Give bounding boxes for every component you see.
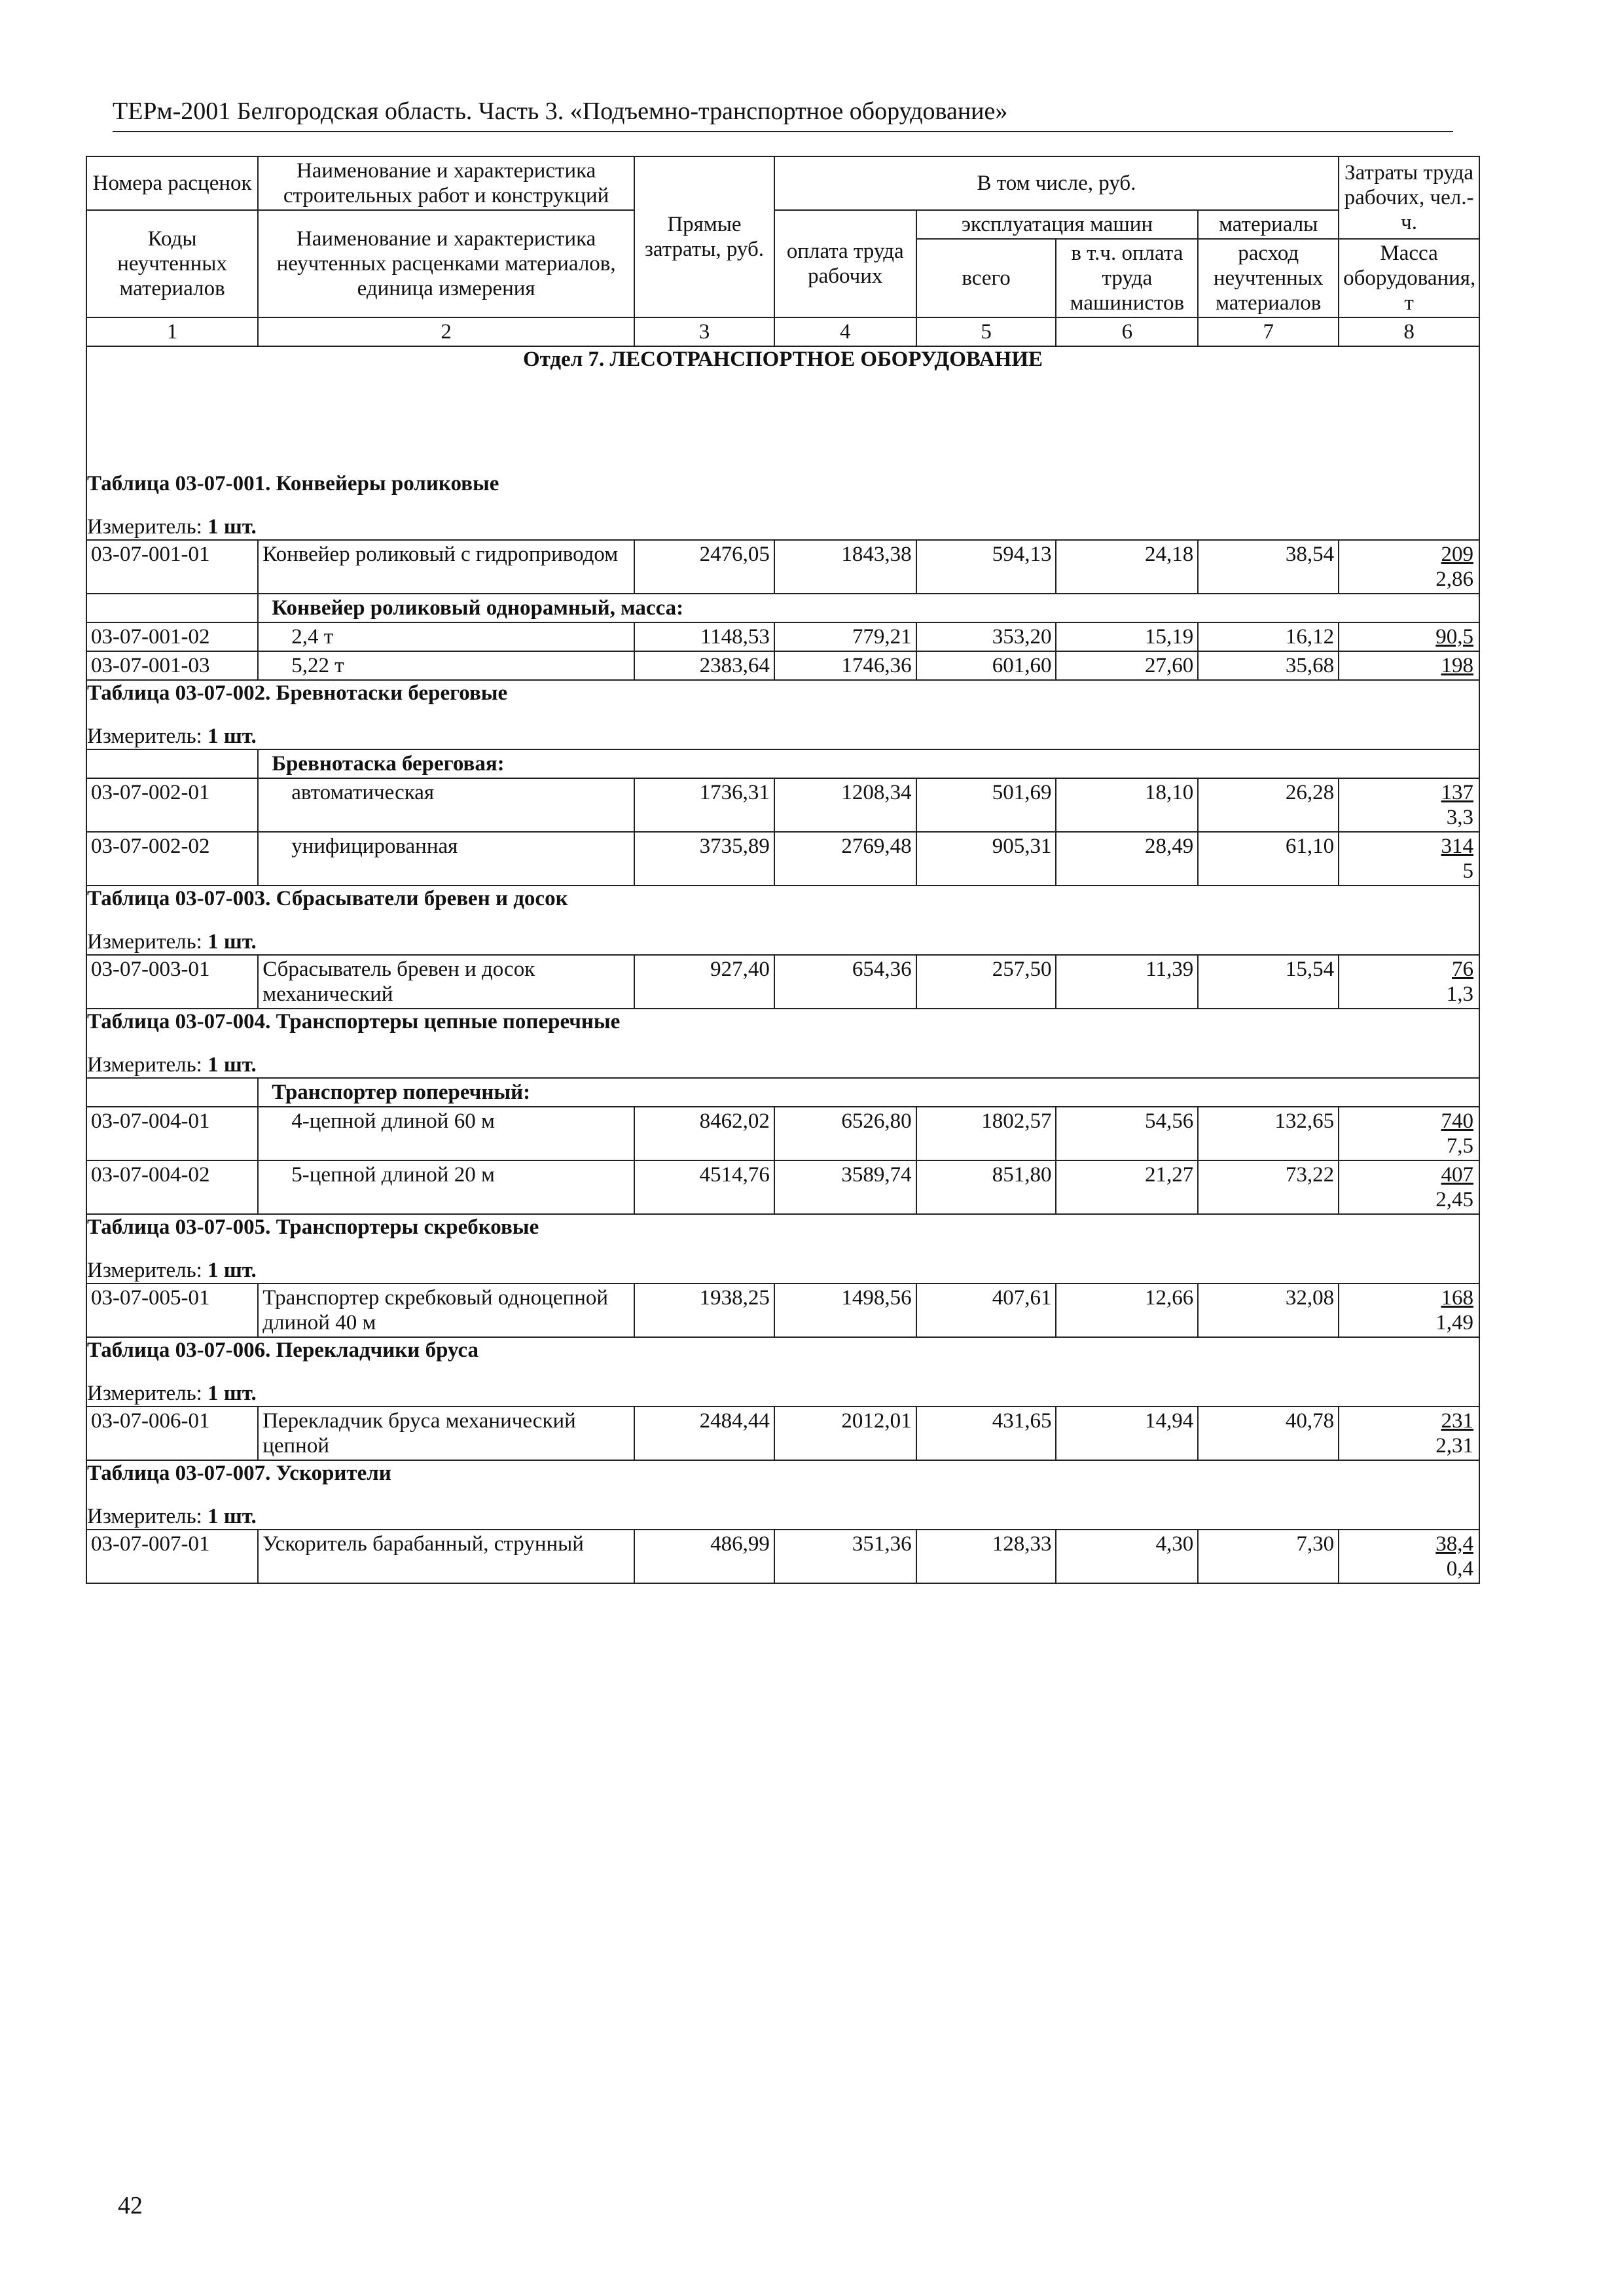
- value-mat: 32,08: [1198, 1283, 1339, 1337]
- table-row: [86, 955, 1479, 1009]
- labor-hours-value: 314: [1441, 834, 1473, 858]
- value-labor: 1498,56: [774, 1283, 916, 1337]
- mass-value: 5: [1462, 859, 1473, 883]
- value-direct: 2383,64: [634, 651, 774, 680]
- group-label: Бревнотаска береговая:: [258, 749, 1479, 778]
- value-direct: 486,99: [634, 1530, 774, 1583]
- value-mach: 353,20: [916, 622, 1056, 651]
- rate-code: 03-07-001-02: [86, 622, 258, 651]
- header-rule: [113, 131, 1453, 132]
- value-labor: 654,36: [774, 955, 916, 1009]
- col-head-material-names: Наименование и характеристика неучтенных расценками материалов, единица измерения: [258, 210, 634, 317]
- mass-value: 3,3: [1446, 806, 1473, 829]
- table-row: [86, 778, 1479, 832]
- measure-line: [86, 1052, 1479, 1078]
- table-row: [86, 832, 1479, 886]
- measure-label: Измеритель:: [87, 1053, 202, 1077]
- group-row: [86, 749, 1479, 778]
- labor-hours-value: 209: [1441, 543, 1473, 566]
- labor-hours-value: 137: [1441, 781, 1473, 804]
- col-number: 5: [916, 317, 1056, 346]
- value-direct: 3735,89: [634, 832, 774, 886]
- table-title: Таблица 03-07-007. Ускорители: [86, 1460, 1479, 1504]
- col-number: 8: [1339, 317, 1479, 346]
- value-mat: 26,28: [1198, 778, 1339, 832]
- mass-value: 0,4: [1446, 1557, 1473, 1581]
- mass-value: 7,5: [1446, 1134, 1473, 1158]
- value-mat: 15,54: [1198, 955, 1339, 1009]
- rate-code: 03-07-006-01: [86, 1407, 258, 1460]
- measure-line: [86, 724, 1479, 749]
- table-row: [86, 540, 1479, 594]
- value-direct: 1736,31: [634, 778, 774, 832]
- rate-code: 03-07-003-01: [86, 955, 258, 1009]
- rate-name: Ускоритель барабанный, струнный: [258, 1530, 634, 1583]
- value-direct: 1148,53: [634, 622, 774, 651]
- rate-name: 4-цепной длиной 60 м: [258, 1107, 634, 1160]
- value-mach: 905,31: [916, 832, 1056, 886]
- value-mat: 35,68: [1198, 651, 1339, 680]
- value-direct: 2484,44: [634, 1407, 774, 1460]
- col-number: 3: [634, 317, 774, 346]
- group-row: [86, 1078, 1479, 1107]
- rate-name: 5,22 т: [258, 651, 634, 680]
- measure-label: Измеритель:: [87, 1259, 202, 1282]
- col-head-machines: эксплуатация машин: [916, 210, 1199, 239]
- mass-value: 1,3: [1446, 982, 1473, 1006]
- rate-code: 03-07-005-01: [86, 1283, 258, 1337]
- value-direct: 4514,76: [634, 1160, 774, 1214]
- measure-unit: 1 шт.: [208, 725, 257, 748]
- table-row: [86, 1407, 1479, 1460]
- labor-mass-cell: [1339, 622, 1479, 651]
- labor-hours-value: 38,4: [1435, 1532, 1473, 1556]
- measure-unit: 1 шт.: [208, 1053, 257, 1077]
- value-mach-labor: 21,27: [1056, 1160, 1198, 1214]
- measure-line: [86, 929, 1479, 955]
- value-labor: 1843,38: [774, 540, 916, 594]
- table-row: [86, 1530, 1479, 1583]
- measure-line: [86, 1381, 1479, 1407]
- mass-value: 1,49: [1435, 1311, 1473, 1335]
- value-labor: 2012,01: [774, 1407, 916, 1460]
- value-mach-labor: 54,56: [1056, 1107, 1198, 1160]
- value-direct: 2476,05: [634, 540, 774, 594]
- value-mach-labor: 28,49: [1056, 832, 1198, 886]
- col-head-material-codes: Коды неучтенных материалов: [86, 210, 258, 317]
- value-mach-labor: 24,18: [1056, 540, 1198, 594]
- group-row: [86, 594, 1479, 622]
- labor-mass-cell: [1339, 1160, 1479, 1214]
- value-mach: 501,69: [916, 778, 1056, 832]
- col-number: 7: [1198, 317, 1339, 346]
- rate-name: 2,4 т: [258, 622, 634, 651]
- value-mach: 128,33: [916, 1530, 1056, 1583]
- table-title: Таблица 03-07-003. Сбрасыватели бревен и досок: [86, 886, 1479, 929]
- labor-mass-cell: [1339, 1530, 1479, 1583]
- measure-unit: 1 шт.: [208, 515, 257, 539]
- value-labor: 1746,36: [774, 651, 916, 680]
- table-row: [86, 1107, 1479, 1160]
- rate-name: унифицированная: [258, 832, 634, 886]
- measure-label: Измеритель:: [87, 1505, 202, 1528]
- measure-unit: 1 шт.: [208, 930, 257, 954]
- value-mat: 7,30: [1198, 1530, 1339, 1583]
- col-head-labor-hours: Затраты труда рабочих, чел.-ч.: [1339, 156, 1479, 239]
- value-mach-labor: 15,19: [1056, 622, 1198, 651]
- measure-label: Измеритель:: [87, 515, 202, 539]
- rate-code: 03-07-002-02: [86, 832, 258, 886]
- col-number: 1: [86, 317, 258, 346]
- value-mach: 594,13: [916, 540, 1056, 594]
- col-head-direct-costs: Прямые затраты, руб.: [634, 156, 774, 317]
- rate-code: 03-07-002-01: [86, 778, 258, 832]
- rate-name: Конвейер роликовый с гидроприводом: [258, 540, 634, 594]
- value-mat: 40,78: [1198, 1407, 1339, 1460]
- table-title: Таблица 03-07-006. Перекладчики бруса: [86, 1337, 1479, 1381]
- col-head-rate-numbers: Номера расценок: [86, 156, 258, 210]
- value-labor: 6526,80: [774, 1107, 916, 1160]
- col-number: 4: [774, 317, 916, 346]
- col-head-work-name: Наименование и характеристика строительных работ и конструкций: [258, 156, 634, 210]
- col-head-machinist-pay: в т.ч. оплата труда машинистов: [1056, 239, 1198, 317]
- col-head-materials: материалы: [1198, 210, 1339, 239]
- measure-line: [86, 514, 1479, 540]
- measure-label: Измеритель:: [87, 725, 202, 748]
- table-title: Таблица 03-07-001. Конвейеры роликовые: [86, 471, 1479, 514]
- labor-mass-cell: [1339, 1107, 1479, 1160]
- table-row: [86, 651, 1479, 680]
- table-title: Таблица 03-07-005. Транспортеры скребковые: [86, 1214, 1479, 1258]
- rate-name: Перекладчик бруса механический цепной: [258, 1407, 634, 1460]
- labor-hours-value: 407: [1441, 1163, 1473, 1187]
- labor-hours-value: 231: [1441, 1409, 1473, 1433]
- col-head-machines-total: всего: [916, 239, 1056, 317]
- value-labor: 3589,74: [774, 1160, 916, 1214]
- col-number: 6: [1056, 317, 1198, 346]
- value-mach-labor: 12,66: [1056, 1283, 1198, 1337]
- value-mach: 431,65: [916, 1407, 1056, 1460]
- table-row: [86, 1160, 1479, 1214]
- col-head-worker-pay: оплата труда рабочих: [774, 210, 916, 317]
- value-direct: 8462,02: [634, 1107, 774, 1160]
- value-direct: 1938,25: [634, 1283, 774, 1337]
- value-mach: 1802,57: [916, 1107, 1056, 1160]
- labor-mass-cell: [1339, 540, 1479, 594]
- value-mach-labor: 4,30: [1056, 1530, 1198, 1583]
- value-mat: 38,54: [1198, 540, 1339, 594]
- rate-name: Сбрасыватель бревен и досок механический: [258, 955, 634, 1009]
- rate-code: 03-07-004-01: [86, 1107, 258, 1160]
- value-mat: 16,12: [1198, 622, 1339, 651]
- labor-hours-value: 76: [1452, 958, 1473, 981]
- table-row: [86, 622, 1479, 651]
- mass-value: 2,31: [1435, 1434, 1473, 1458]
- empty-cell: [86, 594, 258, 622]
- labor-mass-cell: [1339, 832, 1479, 886]
- value-mach-labor: 11,39: [1056, 955, 1198, 1009]
- page-header: ТЕРм-2001 Белгородская область. Часть 3. «Подъемно-транспортное оборудование»: [113, 98, 1008, 125]
- value-mach-labor: 18,10: [1056, 778, 1198, 832]
- value-mach-labor: 27,60: [1056, 651, 1198, 680]
- value-mach-labor: 14,94: [1056, 1407, 1198, 1460]
- page-number: 42: [118, 2192, 143, 2219]
- measure-line: [86, 1504, 1479, 1530]
- value-mach: 851,80: [916, 1160, 1056, 1214]
- measure-unit: 1 шт.: [208, 1382, 257, 1405]
- value-labor: 779,21: [774, 622, 916, 651]
- measure-unit: 1 шт.: [208, 1259, 257, 1282]
- rate-name: автоматическая: [258, 778, 634, 832]
- empty-cell: [86, 749, 258, 778]
- col-head-equipment-mass: Масса оборудования, т: [1339, 239, 1479, 317]
- value-mat: 73,22: [1198, 1160, 1339, 1214]
- labor-mass-cell: [1339, 955, 1479, 1009]
- measure-unit: 1 шт.: [208, 1505, 257, 1528]
- value-mat: 132,65: [1198, 1107, 1339, 1160]
- value-direct: 927,40: [634, 955, 774, 1009]
- rate-code: 03-07-007-01: [86, 1530, 258, 1583]
- group-label: Транспортер поперечный:: [258, 1078, 1479, 1107]
- table-row: [86, 1283, 1479, 1337]
- mass-value: 2,86: [1435, 567, 1473, 591]
- table-title: Таблица 03-07-002. Бревнотаски береговые: [86, 680, 1479, 724]
- value-labor: 351,36: [774, 1530, 916, 1583]
- rate-name: 5-цепной длиной 20 м: [258, 1160, 634, 1214]
- value-labor: 2769,48: [774, 832, 916, 886]
- rate-name: Транспортер скребковый одноцепной длиной 40 м: [258, 1283, 634, 1337]
- measure-label: Измеритель:: [87, 930, 202, 954]
- rate-code: 03-07-001-03: [86, 651, 258, 680]
- labor-mass-cell: [1339, 778, 1479, 832]
- value-mach: 257,50: [916, 955, 1056, 1009]
- col-number: 2: [258, 317, 634, 346]
- labor-hours-value: 90,5: [1435, 625, 1473, 649]
- department-title: Отдел 7. ЛЕСОТРАНСПОРТНОЕ ОБОРУДОВАНИЕ: [86, 346, 1479, 471]
- mass-value: 2,45: [1435, 1188, 1473, 1211]
- value-mat: 61,10: [1198, 832, 1339, 886]
- labor-mass-cell: [1339, 1283, 1479, 1337]
- value-mach: 601,60: [916, 651, 1056, 680]
- labor-hours-value: 740: [1441, 1109, 1473, 1133]
- labor-hours-value: 198: [1441, 654, 1473, 677]
- rate-code: 03-07-004-02: [86, 1160, 258, 1214]
- empty-cell: [86, 1078, 258, 1107]
- value-labor: 1208,34: [774, 778, 916, 832]
- rates-table: [86, 156, 1480, 1584]
- labor-mass-cell: [1339, 651, 1479, 680]
- col-head-material-usage: расход неучтенных материалов: [1198, 239, 1339, 317]
- measure-line: [86, 1258, 1479, 1283]
- col-head-including: В том числе, руб.: [774, 156, 1339, 210]
- value-mach: 407,61: [916, 1283, 1056, 1337]
- labor-mass-cell: [1339, 1407, 1479, 1460]
- labor-hours-value: 168: [1441, 1286, 1473, 1310]
- table-title: Таблица 03-07-004. Транспортеры цепные поперечные: [86, 1009, 1479, 1052]
- rate-code: 03-07-001-01: [86, 540, 258, 594]
- measure-label: Измеритель:: [87, 1382, 202, 1405]
- group-label: Конвейер роликовый однорамный, масса:: [258, 594, 1479, 622]
